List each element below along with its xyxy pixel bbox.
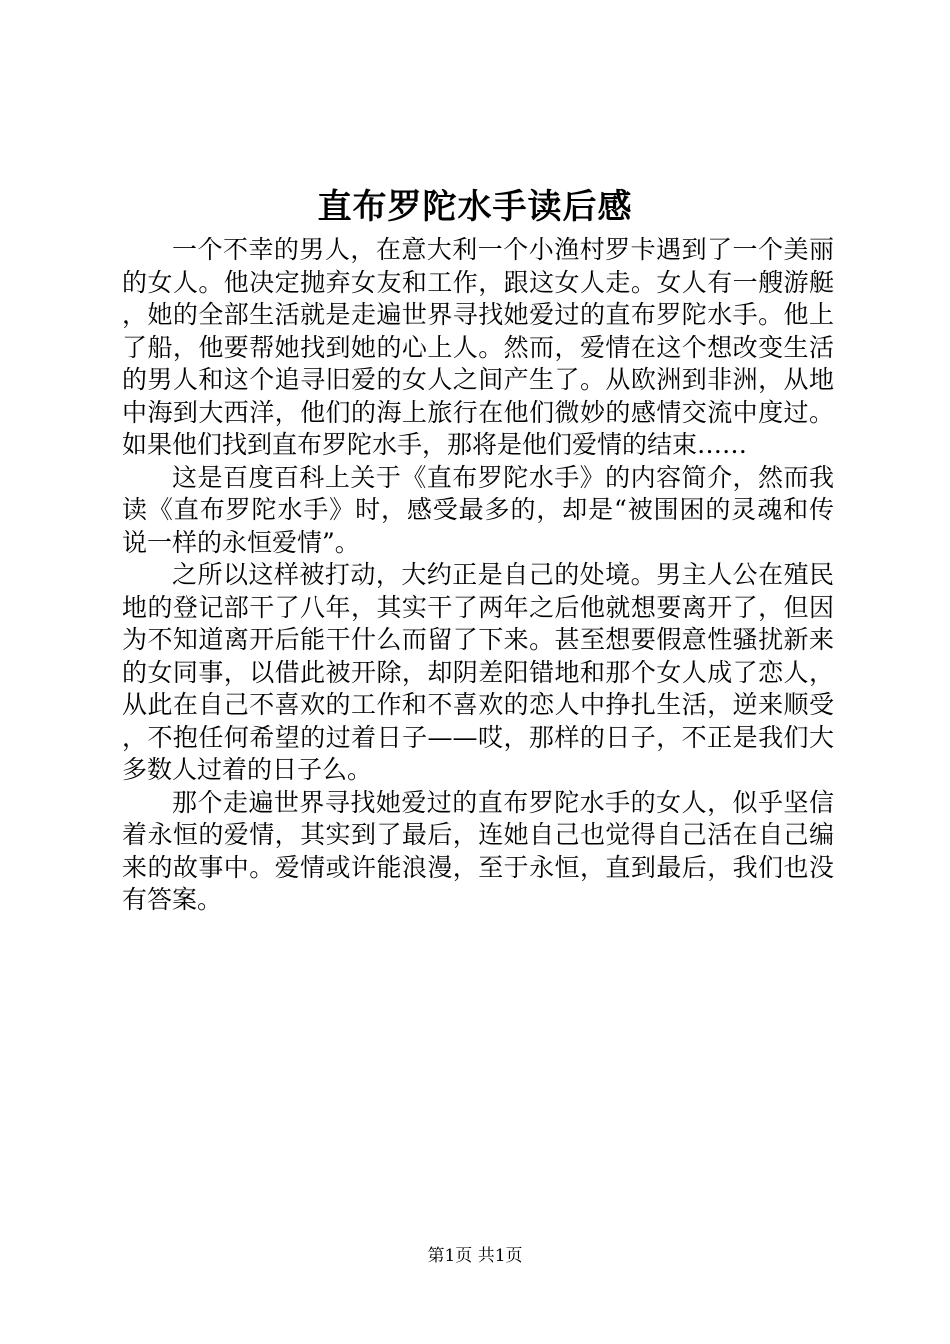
- paragraph-2: 这是百度百科上关于《直布罗陀水手》的内容简介，然而我读《直布罗陀水手》时，感受最多的，却是“被围困的灵魂和传说一样的永恒爱情”。: [122, 462, 834, 557]
- page-footer: 第1页 共1页: [427, 1246, 523, 1266]
- paragraph-1: 一个不幸的男人，在意大利一个小渔村罗卡遇到了一个美丽的女人。他决定抛弃女友和工作，跟这女人走。女人有一艘游艇，她的全部生活就是走遍世界寻找她爱过的直布罗陀水手。他上了船，他要帮她找到她的心上人。然而，爱情在这个想改变生活的男人和这个追寻旧爱的女人之间产生了。从欧洲到非洲，从地中海到大西洋，他们的海上旅行在他们微妙的感情交流中度过。如果他们找到直布罗陀水手，那将是他们爱情的结束……: [122, 235, 834, 459]
- document-title: 直布罗陀水手读后感: [317, 187, 633, 227]
- document-body: [122, 234, 834, 917]
- paragraph-3: 之所以这样被打动，大约正是自己的处境。男主人公在殖民地的登记部干了八年，其实干了两年之后他就想要离开了，但因为不知道离开后能干什么而留了下来。甚至想要假意性骚扰新来的女同事，以借此被开除，却阴差阳错地和那个女人成了恋人，从此在自己不喜欢的工作和不喜欢的恋人中挣扎生活，逆来顺受，不抱任何希望的过着日子——哎，那样的日子，不正是我们大多数人过着的日子么。: [122, 560, 834, 784]
- paragraph-4: 那个走遍世界寻找她爱过的直布罗陀水手的女人，似乎坚信着永恒的爱情，其实到了最后，连她自己也觉得自己活在自己编来的故事中。爱情或许能浪漫，至于永恒，直到最后，我们也没有答案。: [122, 787, 834, 914]
